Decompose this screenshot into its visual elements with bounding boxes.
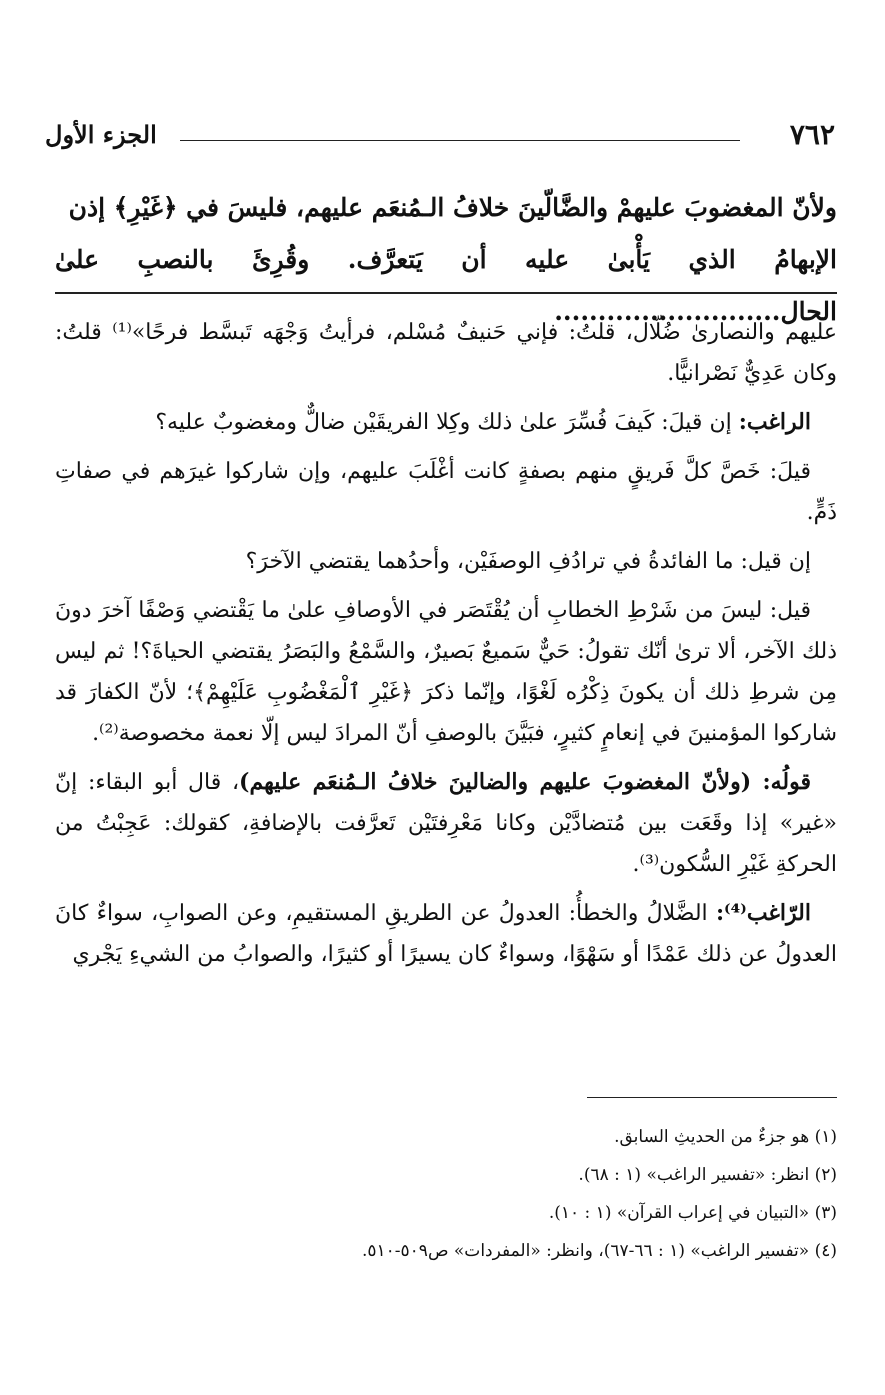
paragraph-6-text: ، قال أبو البقاء: إنّ «غير» إذا وقَعَت بين مُتضادَّيْن وكانا مَعْرِفتَيْن تَعرَّفت بالإضافةِ، كقولك: عَجِبْتُ من الحركةِ غَيْرِ السُّكون⁽³⁾. — [55, 770, 837, 877]
matn-line-1: ولأنّ المغضوبَ عليهمْ والضَّالّينَ خلافُ الـمُنعَم عليهم، فليسَ في ﴿غَيْرِ﴾ إذن — [68, 193, 837, 222]
footnote-divider — [587, 1097, 837, 1098]
qawluhu-label: قولُه: (ولأنّ المغضوبَ عليهم والضالينَ خلافُ الـمُنعَم عليهم) — [239, 769, 811, 795]
commentary-paragraph-3: قيلَ: خَصَّ كلَّ فَريقٍ منهم بصفةٍ كانت أغْلَبَ عليهم، وإن شاركوا غيرَهم في صفاتِ ذَمٍّ. — [55, 459, 837, 525]
part-title: الجزء الأول — [45, 120, 157, 149]
commentary-paragraph-6 — [55, 762, 837, 885]
page-header — [45, 118, 835, 158]
footnotes-block — [55, 1118, 837, 1270]
matn-line-2: الإبهامُ الذي يَأْبىٰ عليه أن يَتعرَّف. وقُرِئَ بالنصبِ علىٰ الحال.......................... — [55, 245, 837, 326]
paragraph-2-text: إن قيلَ: كَيفَ فُسِّرَ علىٰ ذلك وكِلا الفريقَيْن ضالٌّ ومغضوبٌ عليه؟ — [155, 410, 739, 435]
footnote-2: (٢) انظر: «تفسير الراغب» (١ : ٦٨). — [578, 1165, 837, 1185]
header-rule — [180, 140, 740, 141]
matn-divider — [55, 292, 837, 294]
commentary-paragraph-4: إن قيل: ما الفائدةُ في ترادُفِ الوصفَيْن، وأحدُهما يقتضي الآخرَ؟ — [245, 549, 811, 574]
commentary-block — [55, 312, 837, 983]
commentary-paragraph-2 — [55, 402, 837, 443]
commentary-paragraph-1: عليهم والنصارىٰ ضُلّال، قلتُ: فإني حَنيفٌ مُسْلم، فرأيتُ وَجْهَه تَبسَّط فرحًا»⁽¹⁾ قلتُ: وكان عَدِيٌّ نَصْرانيًّا. — [55, 320, 837, 386]
page-number: ٧٦٢ — [789, 118, 835, 151]
commentary-paragraph-5: قيل: ليسَ من شَرْطِ الخطابِ أن يُقْتَصَر في الأوصافِ علىٰ ما يَقْتضي وَصْفًا آخرَ دونَ ذلك الآخر، ألا ترىٰ أنّك تقولُ: حَيٌّ سَميعٌ بَصيرٌ، والسَّمْعُ والبَصَرُ يقتضي الحياةَ؟! ثم ليس مِن شرطِ ذلك أن يكونَ ذِكْرُه لَغْوًا، وإنّما ذكرَ ﴿غَيْرِ ٱلْمَغْضُوبِ عَلَيْهِمْ﴾؛ لأنّ الكفارَ قد شاركوا المؤمنينَ في إنعامٍ كثيرٍ، فبَيَّنَ بالوصفِ أنّ المرادَ ليس إلّا نعمة مخصوصة⁽²⁾. — [55, 598, 837, 746]
footnote-4: (٤) «تفسير الراغب» (١ : ٦٦-٦٧)، وانظر: «المفردات» ص٥٠٩-٥١٠. — [361, 1241, 837, 1261]
footnote-3: (٣) «التبيان في إعراب القرآن» (١ : ١٠). — [548, 1203, 837, 1223]
commentary-paragraph-7 — [55, 893, 837, 975]
raghib-label: الراغب: — [738, 409, 811, 435]
paragraph-7-text: الضَّلالُ والخطأُ: العدولُ عن الطريقِ المستقيمِ، وعن الصوابِ، سواءٌ كانَ العدولُ عن ذلك عَمْدًا أو سَهْوًا، وسواءٌ كان يسيرًا أو كثيرًا، والصوابُ من الشيءِ يَجْري — [55, 901, 837, 967]
footnote-1: (١) هو جزءٌ من الحديثِ السابق. — [614, 1127, 837, 1147]
raghib-label-2: الرّاغب⁽⁴⁾: — [715, 900, 811, 926]
